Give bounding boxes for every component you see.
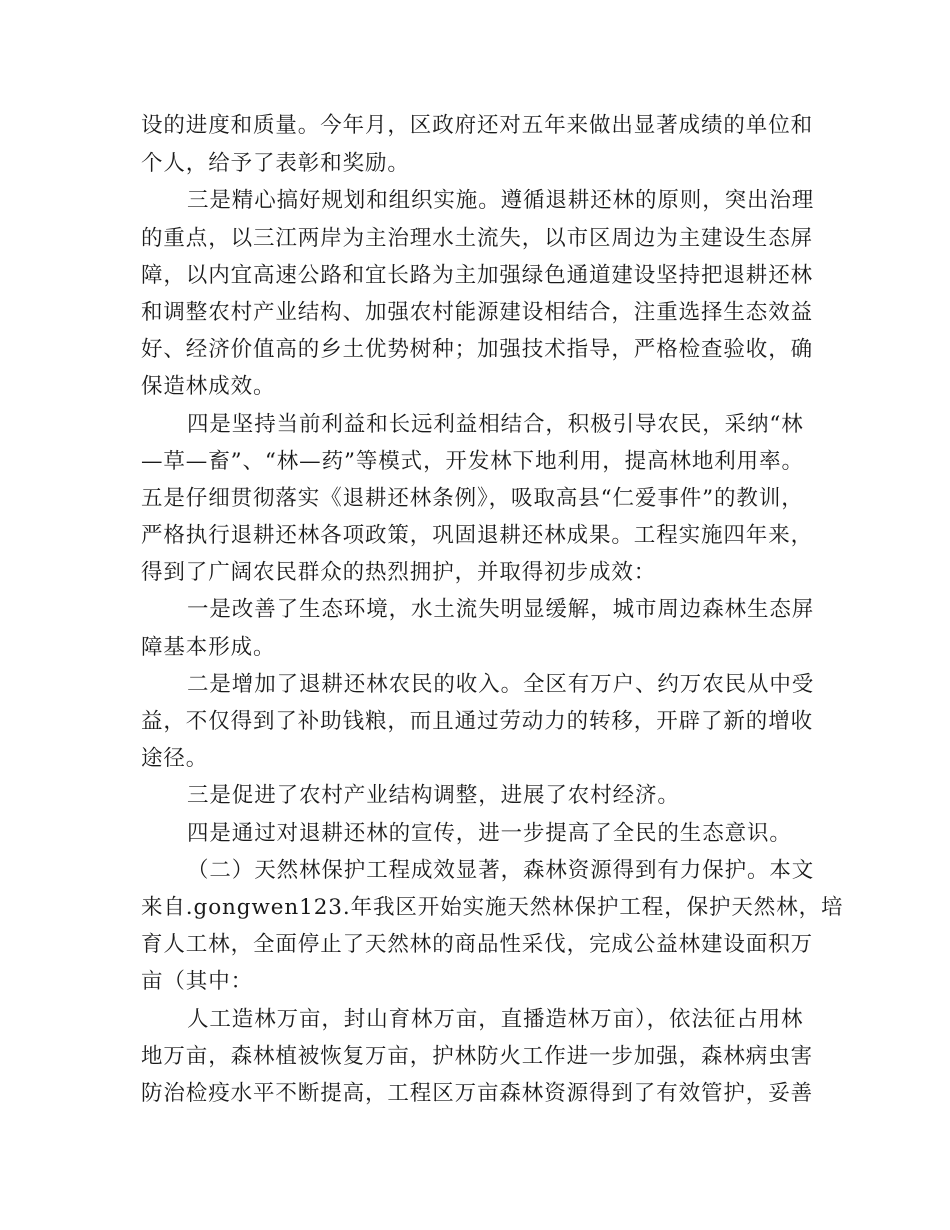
text-line: 防治检疫水平不断提高，工程区万亩森林资源得到了有效管护，妥善 xyxy=(141,1081,814,1106)
paragraph-start: 三是促进了农村产业结构调整，进展了农村经济。 xyxy=(187,783,680,808)
text-line: 益，不仅得到了补助钱粮，而且通过劳动力的转移，开辟了新的增收 xyxy=(141,709,814,734)
text-line: 障基本形成。 xyxy=(141,635,276,660)
text-line: —草—畜”、“林—药”等模式，开发林下地利用，提高林地利用率。 xyxy=(141,449,804,474)
paragraph-start: 三是精心搞好规划和组织实施。遵循退耕还林的原则，突出治理 xyxy=(187,188,815,213)
text-line: 得到了广阔农民群众的热烈拥护，并取得初步成效： xyxy=(141,560,657,585)
paragraph-start: 二是增加了退耕还林农民的收入。全区有万户、约万农民从中受 xyxy=(187,672,815,697)
text-line: 来自.gongwen123.年我区开始实施天然林保护工程，保护天然林，培 xyxy=(141,895,844,920)
text-line: 五是仔细贯彻落实《退耕还林条例》，吸取高县“仁爱事件”的教训， xyxy=(141,486,804,511)
text-line: 的重点，以三江两岸为主治理水土流失，以市区周边为主建设生态屏 xyxy=(141,226,814,251)
paragraph-start: 四是坚持当前利益和长远利益相结合，积极引导农民，采纳“林 xyxy=(187,412,804,437)
paragraph-start: 一是改善了生态环境，水土流失明显缓解，城市周边森林生态屏 xyxy=(187,597,815,622)
text-line: 地万亩，森林植被恢复万亩，护林防火工作进一步加强，森林病虫害 xyxy=(141,1044,814,1069)
text-line: 好、经济价值高的乡土优势树种；加强技术指导，严格检查验收，确 xyxy=(141,337,814,362)
text-line: 和调整农村产业结构、加强农村能源建设相结合，注重选择生态效益 xyxy=(141,300,814,325)
paragraph-start: 人工造林万亩，封山育林万亩，直播造林万亩），依法征占用林 xyxy=(187,1007,804,1032)
text-line: 途径。 xyxy=(141,746,209,771)
text-line: 育人工林，全面停止了天然林的商品性采伐，完成公益林建设面积万 xyxy=(141,932,814,957)
text-line: 保造林成效。 xyxy=(141,374,276,399)
text-line: 障，以内宜高速公路和宜长路为主加强绿色通道建设坚持把退耕还林 xyxy=(141,263,814,288)
text-line: 个人，给予了表彰和奖励。 xyxy=(141,151,410,176)
section-heading: （二）天然林保护工程成效显著，森林资源得到有力保护。本文 xyxy=(187,858,815,883)
text-line: 亩（其中： xyxy=(141,969,254,994)
text-line: 设的进度和质量。今年月，区政府还对五年来做出显著成绩的单位和 xyxy=(141,113,814,138)
text-line: 严格执行退耕还林各项政策，巩固退耕还林成果。工程实施四年来， xyxy=(141,523,814,548)
paragraph-start: 四是通过对退耕还林的宣传，进一步提高了全民的生态意识。 xyxy=(187,821,792,846)
